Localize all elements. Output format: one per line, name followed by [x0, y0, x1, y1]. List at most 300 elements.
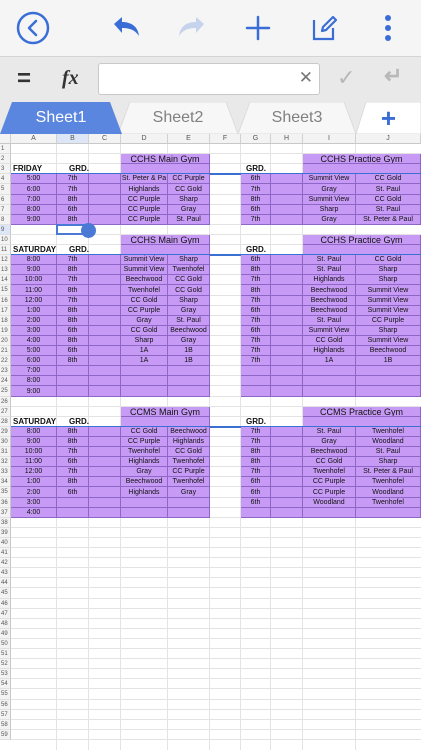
grade-cell[interactable]: 8th	[57, 437, 89, 447]
cell[interactable]	[271, 205, 303, 215]
row-header[interactable]: 33	[0, 467, 11, 477]
team-cell[interactable]: Twenhofel	[168, 477, 210, 487]
team-cell[interactable]: Gray	[168, 306, 210, 316]
cell[interactable]	[89, 356, 121, 366]
team-cell[interactable]: St. Peter & Paul	[356, 467, 421, 477]
time-cell[interactable]: 8:00	[11, 255, 57, 265]
column-header[interactable]: J	[356, 134, 421, 144]
row-header[interactable]: 47	[0, 609, 11, 619]
column-header[interactable]: B	[57, 134, 89, 144]
team-cell[interactable]: Twenhofel	[356, 427, 421, 437]
time-cell[interactable]: 9:00	[11, 437, 57, 447]
team-cell[interactable]: CC Gold	[356, 195, 421, 205]
formula-input[interactable]	[98, 63, 320, 95]
time-cell[interactable]: 6:00	[11, 356, 57, 366]
team-cell[interactable]	[121, 498, 168, 508]
grade-cell[interactable]: 7th	[241, 427, 271, 437]
cell[interactable]	[89, 346, 121, 356]
grade-cell[interactable]	[57, 386, 89, 397]
edit-icon[interactable]	[304, 8, 344, 48]
grade-cell[interactable]: 8th	[241, 285, 271, 296]
row-header[interactable]: 44	[0, 578, 11, 588]
row-header[interactable]: 12	[0, 255, 11, 265]
grade-cell[interactable]: 7th	[241, 437, 271, 447]
grade-cell[interactable]	[241, 386, 271, 397]
grade-cell[interactable]: 6th	[57, 487, 89, 498]
team-cell[interactable]: St. Paul	[356, 184, 421, 195]
team-cell[interactable]: Summit View	[356, 306, 421, 316]
team-cell[interactable]: CC Purple	[303, 477, 356, 487]
team-cell[interactable]: Summit View	[303, 195, 356, 205]
time-cell[interactable]: 2:00	[11, 487, 57, 498]
row-header[interactable]: 48	[0, 619, 11, 629]
row-header[interactable]: 59	[0, 730, 11, 740]
team-cell[interactable]	[303, 508, 356, 518]
day-label[interactable]: FRIDAY	[13, 164, 43, 173]
row-header[interactable]: 35	[0, 487, 11, 498]
row-header[interactable]: 58	[0, 720, 11, 730]
team-cell[interactable]: Beechwood	[303, 447, 356, 457]
grade-cell[interactable]	[57, 366, 89, 376]
cell[interactable]	[89, 285, 121, 296]
grade-cell[interactable]: 8th	[57, 336, 89, 346]
team-cell[interactable]: CC Gold	[121, 427, 168, 437]
grade-cell[interactable]: 7th	[57, 447, 89, 457]
team-cell[interactable]: Summit View	[356, 336, 421, 346]
row-header[interactable]: 40	[0, 538, 11, 548]
cell[interactable]	[271, 306, 303, 316]
grade-cell[interactable]: 6th	[57, 205, 89, 215]
tab-sheet1[interactable]	[0, 102, 122, 134]
team-cell[interactable]: St. Peter & Paul	[356, 215, 421, 225]
grade-cell[interactable]: 6th	[241, 498, 271, 508]
team-cell[interactable]: 1A	[121, 346, 168, 356]
row-header[interactable]: 3	[0, 164, 11, 174]
team-cell[interactable]: Beechwood	[356, 346, 421, 356]
time-cell[interactable]: 3:00	[11, 498, 57, 508]
time-cell[interactable]: 8:00	[11, 376, 57, 386]
team-cell[interactable]: Sharp	[168, 255, 210, 265]
team-cell[interactable]: Twenhofel	[356, 477, 421, 487]
team-cell[interactable]: Twenhofel	[168, 457, 210, 467]
row-header[interactable]: 5	[0, 184, 11, 195]
team-cell[interactable]: Beechwood	[168, 326, 210, 336]
column-header[interactable]: H	[271, 134, 303, 144]
team-cell[interactable]: CC Purple	[303, 487, 356, 498]
team-cell[interactable]: CC Purple	[356, 316, 421, 326]
main-gym-title[interactable]: CCMS Main Gym	[121, 407, 210, 417]
column-header[interactable]: F	[210, 134, 241, 144]
team-cell[interactable]: Twenhofel	[168, 265, 210, 275]
cell[interactable]	[271, 195, 303, 205]
row-header[interactable]: 22	[0, 356, 11, 366]
grade-cell[interactable]: 7th	[241, 296, 271, 306]
row-header[interactable]: 7	[0, 205, 11, 215]
team-cell[interactable]: 1B	[168, 346, 210, 356]
column-header[interactable]: D	[121, 134, 168, 144]
grade-cell[interactable]: 8th	[57, 427, 89, 437]
time-cell[interactable]: 4:00	[11, 336, 57, 346]
cell[interactable]	[271, 184, 303, 195]
cell[interactable]	[271, 356, 303, 366]
team-cell[interactable]: CC Gold	[121, 296, 168, 306]
time-cell[interactable]: 12:00	[11, 296, 57, 306]
team-cell[interactable]: Beechwood	[168, 427, 210, 437]
team-cell[interactable]: Sharp	[356, 326, 421, 336]
time-cell[interactable]: 9:00	[11, 215, 57, 225]
cell[interactable]	[89, 487, 121, 498]
team-cell[interactable]: Summit View	[356, 285, 421, 296]
column-header[interactable]: I	[303, 134, 356, 144]
time-cell[interactable]: 7:00	[11, 366, 57, 376]
team-cell[interactable]: Gray	[121, 316, 168, 326]
column-header[interactable]: E	[168, 134, 210, 144]
row-header[interactable]: 28	[0, 417, 11, 427]
time-cell[interactable]: 4:00	[11, 508, 57, 518]
cell[interactable]	[89, 215, 121, 225]
team-cell[interactable]	[356, 508, 421, 518]
grade-cell[interactable]: 7th	[241, 184, 271, 195]
row-header[interactable]: 13	[0, 265, 11, 275]
grade-cell[interactable]: 7th	[57, 275, 89, 285]
grade-cell[interactable]: 6th	[241, 255, 271, 265]
time-cell[interactable]: 5:00	[11, 346, 57, 356]
time-cell[interactable]: 1:00	[11, 477, 57, 487]
team-cell[interactable]: Woodland	[303, 498, 356, 508]
row-header[interactable]: 6	[0, 195, 11, 205]
cell[interactable]	[271, 457, 303, 467]
team-cell[interactable]: CC Purple	[121, 195, 168, 205]
cell[interactable]	[89, 457, 121, 467]
team-cell[interactable]: Sharp	[356, 457, 421, 467]
time-cell[interactable]: 8:00	[11, 205, 57, 215]
team-cell[interactable]: CC Purple	[121, 306, 168, 316]
row-header[interactable]: 52	[0, 659, 11, 669]
team-cell[interactable]: CC Gold	[356, 255, 421, 265]
time-cell[interactable]: 7:00	[11, 195, 57, 205]
spreadsheet-grid[interactable]	[0, 134, 421, 750]
cell[interactable]	[89, 296, 121, 306]
row-header[interactable]: 39	[0, 528, 11, 538]
cell[interactable]	[89, 376, 121, 386]
grade-cell[interactable]: 8th	[57, 356, 89, 366]
time-cell[interactable]: 10:00	[11, 447, 57, 457]
cell[interactable]	[271, 275, 303, 285]
team-cell[interactable]: Sharp	[356, 265, 421, 275]
team-cell[interactable]: Sharp	[168, 296, 210, 306]
cell[interactable]	[271, 386, 303, 397]
cell[interactable]	[271, 437, 303, 447]
team-cell[interactable]: Sharp	[168, 195, 210, 205]
grade-cell[interactable]: 6th	[241, 205, 271, 215]
grade-cell[interactable]: 7th	[241, 346, 271, 356]
row-header[interactable]: 56	[0, 700, 11, 710]
time-cell[interactable]: 8:00	[11, 427, 57, 437]
time-cell[interactable]: 9:00	[11, 265, 57, 275]
cell[interactable]	[271, 174, 303, 184]
team-cell[interactable]: 1B	[168, 356, 210, 366]
team-cell[interactable]: CC Purple	[121, 437, 168, 447]
team-cell[interactable]: Sharp	[356, 275, 421, 285]
team-cell[interactable]: CC Gold	[168, 275, 210, 285]
enter-icon[interactable]: ↵	[384, 63, 403, 88]
grade-cell[interactable]: 7th	[241, 275, 271, 285]
tab-sheet2[interactable]	[118, 102, 238, 134]
column-header[interactable]: G	[241, 134, 271, 144]
grade-cell[interactable]: 7th	[241, 215, 271, 225]
row-header[interactable]: 30	[0, 437, 11, 447]
row-header[interactable]: 15	[0, 285, 11, 296]
team-cell[interactable]: Highlands	[303, 346, 356, 356]
team-cell[interactable]	[121, 376, 168, 386]
column-header[interactable]: A	[11, 134, 57, 144]
grade-cell[interactable]: 8th	[57, 285, 89, 296]
row-header[interactable]: 46	[0, 599, 11, 609]
cell[interactable]	[271, 215, 303, 225]
day-label[interactable]: SATURDAY	[13, 417, 57, 426]
selection-handle[interactable]	[81, 223, 96, 238]
time-cell[interactable]: 12:00	[11, 467, 57, 477]
tab-sheet3[interactable]	[238, 102, 356, 134]
cell[interactable]	[89, 316, 121, 326]
row-header[interactable]: 1	[0, 144, 11, 154]
team-cell[interactable]: St. Paul	[356, 447, 421, 457]
fx-label[interactable]: fx	[62, 67, 79, 89]
row-header[interactable]: 57	[0, 710, 11, 720]
row-header[interactable]: 4	[0, 174, 11, 184]
grade-cell[interactable]: 7th	[241, 316, 271, 326]
row-header[interactable]: 42	[0, 558, 11, 568]
team-cell[interactable]: 1A	[303, 356, 356, 366]
row-header[interactable]: 25	[0, 386, 11, 397]
grade-cell[interactable]: 8th	[241, 195, 271, 205]
team-cell[interactable]: St. Paul	[168, 215, 210, 225]
grade-cell[interactable]: 6th	[241, 306, 271, 316]
team-cell[interactable]: Gray	[168, 336, 210, 346]
team-cell[interactable]: CC Purple	[168, 467, 210, 477]
row-header[interactable]: 14	[0, 275, 11, 285]
team-cell[interactable]: CC Purple	[168, 174, 210, 184]
team-cell[interactable]: CC Gold	[356, 174, 421, 184]
grade-cell[interactable]: 8th	[57, 477, 89, 487]
team-cell[interactable]	[356, 386, 421, 397]
more-vert-icon[interactable]	[368, 8, 408, 48]
team-cell[interactable]: Sharp	[121, 336, 168, 346]
team-cell[interactable]: CC Gold	[303, 336, 356, 346]
accept-icon[interactable]: ✓	[337, 65, 356, 90]
row-header[interactable]: 53	[0, 669, 11, 679]
row-header[interactable]: 21	[0, 346, 11, 356]
row-header[interactable]: 55	[0, 689, 11, 700]
grade-header[interactable]: GRD.	[246, 245, 266, 254]
team-cell[interactable]: Summit View	[356, 296, 421, 306]
cell[interactable]	[271, 467, 303, 477]
team-cell[interactable]: CC Gold	[121, 326, 168, 336]
time-cell[interactable]: 6:00	[11, 184, 57, 195]
team-cell[interactable]: St. Peter & Pa	[121, 175, 167, 182]
grade-cell[interactable]	[57, 508, 89, 518]
grade-cell[interactable]: 8th	[241, 265, 271, 275]
grade-cell[interactable]: 8th	[57, 195, 89, 205]
row-header[interactable]: 23	[0, 366, 11, 376]
team-cell[interactable]: 1B	[356, 356, 421, 366]
team-cell[interactable]: Beechwood	[121, 477, 168, 487]
row-header[interactable]: 17	[0, 306, 11, 316]
grade-header[interactable]: GRD.	[69, 164, 89, 173]
grade-cell[interactable]: 7th	[57, 467, 89, 477]
cell[interactable]	[89, 184, 121, 195]
row-header[interactable]: 20	[0, 336, 11, 346]
row-header[interactable]: 11	[0, 245, 11, 255]
row-header[interactable]: 31	[0, 447, 11, 457]
team-cell[interactable]: Highlands	[303, 275, 356, 285]
team-cell[interactable]	[356, 366, 421, 376]
grade-cell[interactable]	[241, 508, 271, 518]
team-cell[interactable]: Gray	[303, 215, 356, 225]
cell[interactable]	[271, 346, 303, 356]
grade-cell[interactable]: 7th	[57, 296, 89, 306]
team-cell[interactable]: Twenhofel	[303, 467, 356, 477]
time-cell[interactable]: 11:00	[11, 457, 57, 467]
cell[interactable]	[89, 306, 121, 316]
back-circle-icon[interactable]	[13, 8, 53, 48]
team-cell[interactable]: Summit View	[303, 326, 356, 336]
add-icon[interactable]	[238, 8, 278, 48]
cell[interactable]	[271, 316, 303, 326]
grade-cell[interactable]: 6th	[241, 477, 271, 487]
cell[interactable]	[271, 498, 303, 508]
cell[interactable]	[89, 467, 121, 477]
corner-cell[interactable]	[0, 134, 11, 144]
grade-cell[interactable]: 8th	[57, 265, 89, 275]
cell[interactable]	[89, 447, 121, 457]
team-cell[interactable]: CC Gold	[168, 184, 210, 195]
grade-cell[interactable]: 7th	[57, 184, 89, 195]
grade-cell[interactable]: 6th	[57, 346, 89, 356]
team-cell[interactable]: Gray	[303, 437, 356, 447]
add-sheet-button[interactable]	[356, 102, 421, 134]
team-cell[interactable]: Beechwood	[303, 306, 356, 316]
team-cell[interactable]: Highlands	[121, 184, 168, 195]
time-cell[interactable]: 3:00	[11, 326, 57, 336]
cell[interactable]	[271, 265, 303, 275]
cell[interactable]	[89, 205, 121, 215]
team-cell[interactable]: Gray	[121, 467, 168, 477]
team-cell[interactable]: Gray	[168, 205, 210, 215]
grade-cell[interactable]	[57, 376, 89, 386]
row-header[interactable]: 19	[0, 326, 11, 336]
time-cell[interactable]: 10:00	[11, 275, 57, 285]
row-header[interactable]: 50	[0, 639, 11, 649]
row-header[interactable]: 36	[0, 498, 11, 508]
row-header[interactable]: 27	[0, 407, 11, 417]
grade-cell[interactable]: 6th	[57, 326, 89, 336]
cell[interactable]	[271, 366, 303, 376]
team-cell[interactable]	[168, 366, 210, 376]
grade-cell[interactable]: 6th	[57, 457, 89, 467]
team-cell[interactable]: St. Paul	[356, 205, 421, 215]
cell[interactable]	[89, 386, 121, 397]
team-cell[interactable]: CC Gold	[168, 285, 210, 296]
cell[interactable]	[271, 285, 303, 296]
grade-cell[interactable]: 7th	[241, 467, 271, 477]
grade-cell[interactable]	[241, 376, 271, 386]
equals-label[interactable]: =	[17, 65, 32, 92]
row-header[interactable]: 10	[0, 235, 11, 245]
time-cell[interactable]: 5:00	[11, 174, 57, 184]
row-header[interactable]: 43	[0, 568, 11, 578]
team-cell[interactable]	[168, 508, 210, 518]
team-cell[interactable]: Highlands	[121, 457, 168, 467]
team-cell[interactable]: 1A	[121, 356, 168, 366]
cell[interactable]	[89, 427, 121, 437]
cell[interactable]	[271, 487, 303, 498]
main-gym-title[interactable]: CCHS Main Gym	[121, 235, 210, 245]
cell[interactable]	[89, 498, 121, 508]
team-cell[interactable]: Summit View	[121, 255, 168, 265]
row-header[interactable]: 29	[0, 427, 11, 437]
cell[interactable]	[89, 336, 121, 346]
row-header[interactable]: 8	[0, 215, 11, 225]
grade-header[interactable]: GRD.	[246, 417, 266, 426]
cell[interactable]	[89, 195, 121, 205]
team-cell[interactable]	[168, 498, 210, 508]
team-cell[interactable]: Highlands	[168, 437, 210, 447]
grade-cell[interactable]: 8th	[57, 306, 89, 316]
team-cell[interactable]: Summit View	[303, 174, 356, 184]
row-header[interactable]: 16	[0, 296, 11, 306]
cell[interactable]	[89, 477, 121, 487]
main-gym-title[interactable]: CCHS Main Gym	[121, 154, 210, 164]
clear-icon[interactable]: ✕	[298, 68, 313, 87]
cell[interactable]	[271, 326, 303, 336]
cell[interactable]	[89, 508, 121, 518]
team-cell[interactable]: CC Gold	[303, 457, 356, 467]
cell[interactable]	[89, 174, 121, 184]
row-header[interactable]: 26	[0, 397, 11, 407]
team-cell[interactable]: Gray	[168, 487, 210, 498]
team-cell[interactable]	[168, 386, 210, 397]
cell[interactable]	[89, 437, 121, 447]
team-cell[interactable]: St. Paul	[168, 316, 210, 326]
row-header[interactable]: 32	[0, 457, 11, 467]
team-cell[interactable]	[356, 376, 421, 386]
time-cell[interactable]: 9:00	[11, 386, 57, 397]
cell[interactable]	[89, 275, 121, 285]
grade-cell[interactable]: 6th	[241, 174, 271, 184]
cell[interactable]	[271, 296, 303, 306]
team-cell[interactable]	[303, 376, 356, 386]
team-cell[interactable]: Gray	[303, 184, 356, 195]
team-cell[interactable]	[303, 366, 356, 376]
row-header[interactable]: 2	[0, 154, 11, 164]
team-cell[interactable]: CC Purple	[121, 205, 168, 215]
team-cell[interactable]: Twenhofel	[356, 498, 421, 508]
grade-cell[interactable]: 7th	[241, 356, 271, 366]
team-cell[interactable]: Beechwood	[303, 296, 356, 306]
row-header[interactable]: 49	[0, 629, 11, 639]
row-header[interactable]: 18	[0, 316, 11, 326]
cell[interactable]	[271, 376, 303, 386]
team-cell[interactable]: CC Gold	[168, 447, 210, 457]
row-header[interactable]: 41	[0, 548, 11, 558]
grade-cell[interactable]: 8th	[241, 447, 271, 457]
cell[interactable]	[271, 427, 303, 437]
team-cell[interactable]: Twenhofel	[121, 285, 168, 296]
team-cell[interactable]: St. Paul	[303, 265, 356, 275]
team-cell[interactable]: Woodland	[356, 487, 421, 498]
cell[interactable]	[271, 508, 303, 518]
